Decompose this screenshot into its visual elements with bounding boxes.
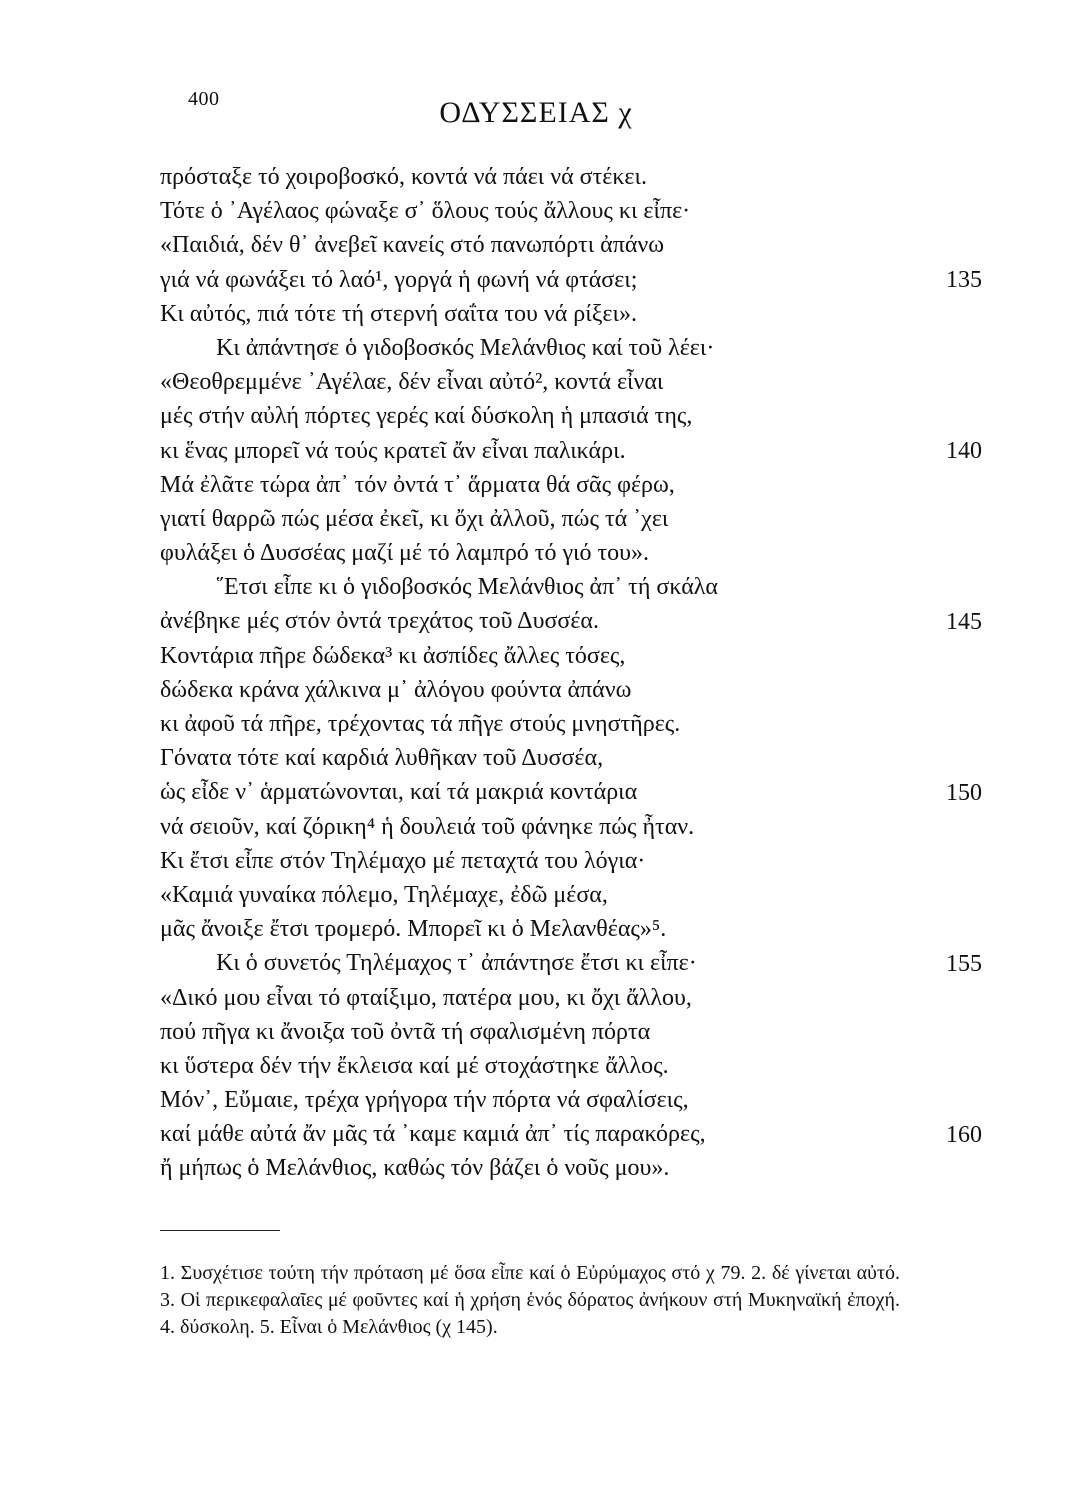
verse-line: νά σειοῦν, καί ζόρικη⁴ ἡ δουλειά τοῦ φάνηκε πώς ἦταν. — [160, 813, 695, 840]
verse-line: «Δικό μου εἶναι τό φταίξιμο, πατέρα μου, κι ὄχι ἄλλου, — [160, 984, 692, 1011]
verse-line: κι ἀφοῦ τά πῆρε, τρέχοντας τά πῆγε στούς μνηστῆρες. — [160, 711, 681, 737]
verse-line: Κι ἔτσι εἶπε στόν Τηλέμαχο μέ πεταχτά του λόγια· — [160, 847, 646, 874]
line-number: 140 — [946, 437, 982, 464]
verse-line: Μόν᾿, Εὔμαιε, τρέχα γρήγορα τήν πόρτα νά σφαλίσεις, — [160, 1087, 689, 1114]
verse-line: ἀνέβηκε μές στόν ὀντά τρεχάτος τοῦ Δυσσέα. — [160, 608, 599, 635]
verse-line: «Θεοθρεμμένε ᾿Αγέλαε, δέν εἶναι αὐτό², κοντά εἶναι — [160, 369, 664, 396]
verse-line: μᾶς ἄνοιξε ἔτσι τρομερό. Μπορεῖ κι ὁ Μελανθέας»⁵. — [160, 916, 667, 943]
line-number: 145 — [946, 608, 982, 635]
verse-line: Γόνατα τότε καί καρδιά λυθῆκαν τοῦ Δυσσέα, — [160, 745, 604, 772]
verse-line: δώδεκα κράνα χάλκινα μ᾿ ἀλόγου φούντα ἀπάνω — [160, 676, 632, 703]
verse-line: Κι ἀπάντησε ὁ γιδοβοσκός Μελάνθιος καί τοῦ λέει· — [216, 334, 715, 361]
verse-line: ῞Ετσι εἶπε κι ὁ γιδοβοσκός Μελάνθιος ἀπ᾿ τή σκάλα — [216, 574, 718, 601]
verse-line: γιά νά φωνάξει τό λαό¹, γοργά ἡ φωνή νά φτάσει; — [160, 266, 638, 293]
page-number: 400 — [188, 88, 220, 110]
footnotes: 1. Συσχέτισε τούτη τήν πρόταση μέ ὅσα εἶπε καί ὁ Εὐρύμαχος στό χ 79. 2. δέ γίνεται αὐτό. 3. Οἱ περικεφαλαῖες μέ φοῦντες καί ἡ χρήση ἑνός δόρατος ἀνήκουν στή Μυκηναϊκή ἐποχή. 4. δύσκολη. 5. Εἶναι ὁ Μελάνθιος (χ 145). — [160, 1262, 900, 1338]
verse-line: ὡς εἶδε ν᾿ ἁρματώνονται, καί τά μακριά κοντάρια — [160, 779, 638, 806]
line-number: 135 — [946, 266, 982, 293]
verse-line: καί μάθε αὐτά ἄν μᾶς τά ᾿καμε καμιά ἀπ᾿ τίς παρακόρες, — [160, 1121, 706, 1148]
verse-line: γιατί θαρρῶ πώς μέσα ἐκεῖ, κι ὄχι ἀλλοῦ, πώς τά ᾿χει — [160, 505, 669, 532]
line-number: 155 — [946, 950, 982, 977]
verse-line: «Καμιά γυναίκα πόλεμο, Τηλέμαχε, ἐδῶ μέσα, — [160, 881, 608, 908]
verse-line: πού πῆγα κι ἄνοιξα τοῦ ὀντᾶ τή σφαλισμένη πόρτα — [160, 1018, 651, 1045]
verse-line: Κι αὐτός, πιά τότε τή στερνή σαΐτα του νά ρίξει». — [160, 300, 637, 327]
line-number: 150 — [946, 779, 982, 806]
verse-block — [160, 160, 880, 1186]
verse-line: Κοντάρια πῆρε δώδεκα³ κι ἀσπίδες ἄλλες τόσες, — [160, 642, 626, 669]
verse-line: φυλάξει ὁ Δυσσέας μαζί μέ τό λαμπρό τό γιό του». — [160, 540, 650, 567]
verse-line: κι ἕνας μπορεῖ νά τούς κρατεῖ ἄν εἶναι παλικάρι. — [160, 437, 626, 464]
line-number: 160 — [946, 1121, 982, 1148]
verse-line: πρόσταξε τό χοιροβοσκό, κοντά νά πάει νά στέκει. — [160, 164, 647, 190]
verse-line: Κι ὁ συνετός Τηλέμαχος τ᾿ ἀπάντησε ἔτσι κι εἶπε· — [216, 950, 697, 977]
verse-line: «Παιδιά, δέν θ᾿ ἀνεβεῖ κανείς στό πανωπόρτι ἀπάνω — [160, 232, 665, 259]
running-head-title: ΟΔΥΣΣΕΙΑΣ χ — [439, 96, 633, 129]
verse-line: κι ὕστερα δέν τήν ἔκλεισα καί μέ στοχάστηκε ἄλλος. — [160, 1052, 669, 1079]
verse-line: ἤ μήπως ὁ Μελάνθιος, καθώς τόν βάζει ὁ νοῦς μου». — [160, 1155, 670, 1182]
verse-line: Μά ἐλᾶτε τώρα ἀπ᾿ τόν ὀντά τ᾿ ἅρματα θά σᾶς φέρω, — [160, 471, 675, 498]
verse-line: μές στήν αὐλή πόρτες γερές καί δύσκολη ἡ μπασιά της, — [160, 403, 693, 430]
footnote-divider — [160, 1230, 280, 1231]
verse-line: Τότε ὁ ᾿Αγέλαος φώναξε σ᾿ ὅλους τούς ἄλλους κι εἶπε· — [160, 198, 691, 225]
